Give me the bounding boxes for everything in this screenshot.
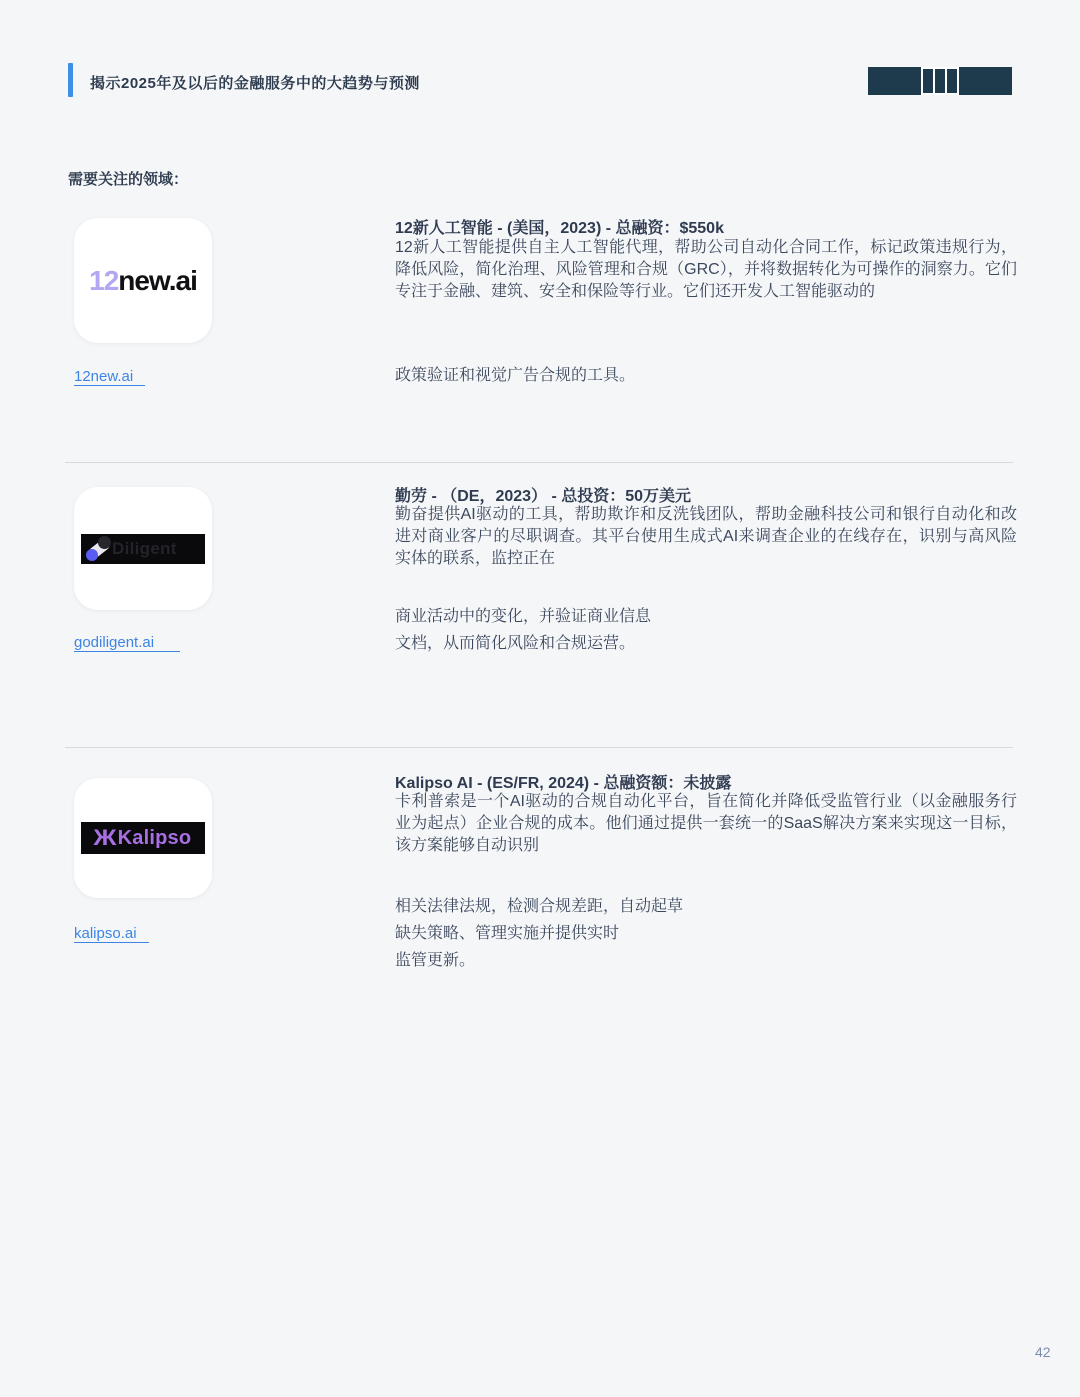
- entry-body-12new: 12新人工智能提供自主人工智能代理，帮助公司自动化合同工作，标记政策违规行为，降低风险，简化治理、风险管理和合规（GRC），并将数据转化为可操作的洞察力。它们专注于金融、建筑、安全和保险等行业。它们还开发人工智能驱动的: [395, 239, 1017, 300]
- company-logo-card-12new: [74, 218, 212, 343]
- kalipso-wordmark: Kalipso: [117, 826, 192, 849]
- brand-logo-left-block: [868, 67, 921, 95]
- 12new-logo-prefix: 12: [89, 264, 119, 296]
- company-logo-card-diligent: [74, 487, 212, 610]
- extra-line: 商业活动中的变化，并验证商业信息: [395, 608, 652, 625]
- entry-extra-kalipso: [395, 893, 1017, 974]
- brand-logo-right-block: [959, 67, 1012, 95]
- page-header-title: 揭示2025年及以后的金融服务中的大趋势与预测: [90, 75, 420, 92]
- 12new-logo-suffix: new.ai: [118, 264, 197, 296]
- brand-logo-bars-icon: [921, 67, 959, 95]
- company-link-12new[interactable]: 12new.ai: [74, 368, 145, 386]
- entry-extra-12new: [395, 362, 1017, 389]
- company-logo-card-kalipso: [74, 778, 212, 898]
- extra-line: 相关法律法规，检测合规差距，自动起草: [395, 898, 684, 915]
- brand-logo: [868, 67, 1012, 95]
- entry-title-12new: 12新人工智能 - (美国，2023) - 总融资：$550k: [395, 220, 724, 237]
- company-link-godiligent[interactable]: godiligent.ai: [74, 634, 180, 652]
- kalipso-logo-plate: [81, 822, 205, 854]
- header-accent-bar: [68, 63, 73, 97]
- entry-body-godiligent: 勤奋提供AI驱动的工具，帮助欺诈和反洗钱团队，帮助金融科技公司和银行自动化和改进对商业客户的尽职调查。其平台使用生成式AI来调查企业的在线存在，识别与高风险实体的联系，监控正在: [395, 506, 1017, 567]
- entry-title-godiligent: 勤劳 - （DE，2023） - 总投资：50万美元: [395, 488, 692, 505]
- entry-body-kalipso: 卡利普索是一个AI驱动的合规自动化平台，旨在简化并降低受监管行业（以金融服务行业为起点）企业合规的成本。他们通过提供一套统一的SaaS解决方案来实现这一目标，该方案能够自动识别: [395, 793, 1017, 854]
- extra-line: 监管更新。: [395, 952, 476, 969]
- entry-extra-godiligent: [395, 603, 1017, 657]
- diligent-wordmark: Diligent: [112, 538, 177, 558]
- butterfly-icon: Ж: [93, 825, 117, 850]
- extra-line: 政策验证和视觉广告合规的工具。: [395, 367, 636, 384]
- entry-divider: [65, 462, 1013, 463]
- entry-title-kalipso: Kalipso AI - (ES/FR, 2024) - 总融资额：未披露: [395, 775, 732, 792]
- extra-line: 文档，从而简化风险和合规运营。: [395, 635, 636, 652]
- comet-icon: [86, 536, 112, 562]
- company-link-kalipso[interactable]: kalipso.ai: [74, 925, 149, 943]
- entry-divider: [65, 747, 1013, 748]
- diligent-logo-plate: [81, 534, 205, 564]
- page-number: 42: [1035, 1344, 1051, 1360]
- extra-line: 缺失策略、管理实施并提供实时: [395, 925, 620, 942]
- 12new-wordmark-logo: [89, 265, 197, 297]
- section-label: 需要关注的领域：: [68, 171, 189, 188]
